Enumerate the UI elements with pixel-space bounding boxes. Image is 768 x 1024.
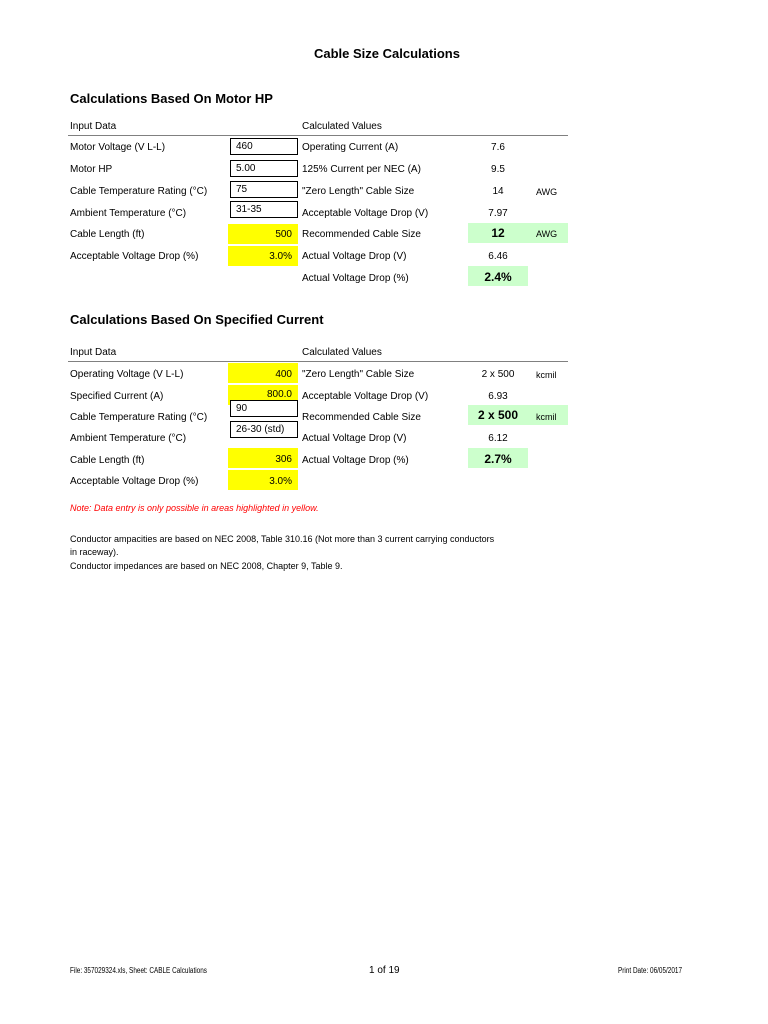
page-title: Cable Size Calculations xyxy=(314,46,460,61)
ambient-temp-input[interactable]: 31-35 xyxy=(230,201,298,218)
actual-vdrop-pct-value: 2.4% xyxy=(484,270,512,284)
input-label-ambient-temp: Ambient Temperature (°C) xyxy=(70,208,187,219)
input-label-motor-hp: Motor HP xyxy=(70,164,113,175)
calc-label-actual-vdrop-v: Actual Voltage Drop (V) xyxy=(302,433,407,444)
cable-temp-rating-input[interactable]: 90 xyxy=(230,400,298,417)
acceptable-vdrop-input[interactable]: 3.0% xyxy=(269,476,292,487)
info-ampacity-line1: Conductor ampacities are based on NEC 2008, Table 310.16 (Not more than 3 current carrying conductors xyxy=(70,534,495,544)
calculated-values-header: Calculated Values xyxy=(302,347,382,358)
section-heading-motor-hp: Calculations Based On Motor HP xyxy=(70,91,273,106)
input-label-acceptable-vdrop: Acceptable Voltage Drop (%) xyxy=(70,476,199,487)
acceptable-vdrop-input[interactable]: 3.0% xyxy=(269,251,292,262)
acceptable-vdrop-v-value: 6.93 xyxy=(488,391,508,402)
input-label-specified-current: Specified Current (A) xyxy=(70,391,164,402)
cable-length-input[interactable]: 500 xyxy=(275,229,292,240)
actual-vdrop-pct-value: 2.7% xyxy=(484,452,512,466)
ambient-temp-input[interactable]: 26-30 (std) xyxy=(230,421,298,438)
footer-file-info: File: 357029324.xls, Sheet: CABLE Calculations xyxy=(70,966,207,975)
actual-vdrop-v-value: 6.46 xyxy=(488,251,508,262)
input-data-header: Input Data xyxy=(70,121,117,132)
calc-label-operating-current: Operating Current (A) xyxy=(302,142,399,153)
input-label-cable-length: Cable Length (ft) xyxy=(70,229,145,240)
input-label-cable-temp-rating: Cable Temperature Rating (°C) xyxy=(70,412,208,423)
input-label-cable-temp-rating: Cable Temperature Rating (°C) xyxy=(70,186,208,197)
operating-voltage-input[interactable]: 400 xyxy=(275,369,292,380)
calc-label-recommended-size: Recommended Cable Size xyxy=(302,229,421,240)
zero-length-size-unit: AWG xyxy=(536,187,558,197)
header-rule xyxy=(68,135,568,136)
input-label-ambient-temp: Ambient Temperature (°C) xyxy=(70,433,187,444)
zero-length-size-unit: kcmil xyxy=(536,370,557,380)
specified-current-input[interactable]: 800.0 xyxy=(266,389,292,400)
current-125-value: 9.5 xyxy=(491,164,505,175)
zero-length-size-value: 14 xyxy=(492,186,504,197)
operating-current-value: 7.6 xyxy=(491,142,505,153)
calc-label-zero-length-size: "Zero Length" Cable Size xyxy=(302,369,415,380)
calculated-values-header: Calculated Values xyxy=(302,121,382,132)
input-label-cable-length: Cable Length (ft) xyxy=(70,455,145,466)
info-impedance-line: Conductor impedances are based on NEC 2008, Chapter 9, Table 9. xyxy=(70,561,343,571)
calc-label-zero-length-size: "Zero Length" Cable Size xyxy=(302,186,415,197)
recommended-size-value: 12 xyxy=(491,226,505,240)
footer-print-date: Print Date: 06/05/2017 xyxy=(618,966,683,975)
calc-label-acceptable-vdrop-v: Acceptable Voltage Drop (V) xyxy=(302,391,429,402)
cable-temp-rating-input[interactable]: 75 xyxy=(230,181,298,198)
acceptable-vdrop-v-value: 7.97 xyxy=(488,208,508,219)
input-label-acceptable-vdrop: Acceptable Voltage Drop (%) xyxy=(70,251,199,262)
cable-length-input[interactable]: 306 xyxy=(275,454,292,465)
header-rule xyxy=(68,361,568,362)
input-label-motor-voltage: Motor Voltage (V L-L) xyxy=(70,142,166,153)
calc-label-actual-vdrop-pct: Actual Voltage Drop (%) xyxy=(302,455,409,466)
actual-vdrop-v-value: 6.12 xyxy=(488,433,508,444)
motor-voltage-input[interactable]: 460 xyxy=(230,138,298,155)
calc-label-actual-vdrop-v: Actual Voltage Drop (V) xyxy=(302,251,407,262)
motor-hp-input[interactable]: 5.00 xyxy=(230,160,298,177)
calc-label-actual-vdrop-pct: Actual Voltage Drop (%) xyxy=(302,273,409,284)
info-ampacity-line2: in raceway). xyxy=(70,547,119,557)
calc-label-125-current: 125% Current per NEC (A) xyxy=(302,164,421,175)
note-text: Note: Data entry is only possible in areas highlighted in yellow. xyxy=(70,503,319,513)
recommended-size-value: 2 x 500 xyxy=(477,408,519,422)
input-label-operating-voltage: Operating Voltage (V L-L) xyxy=(70,369,184,380)
section-heading-specified-current: Calculations Based On Specified Current xyxy=(70,312,324,327)
zero-length-size-value: 2 x 500 xyxy=(481,369,515,380)
input-data-header: Input Data xyxy=(70,347,117,358)
calc-label-recommended-size: Recommended Cable Size xyxy=(302,412,421,423)
footer-page-number: 1 of 19 xyxy=(369,965,400,976)
recommended-size-unit: kcmil xyxy=(536,412,557,422)
calc-label-acceptable-vdrop-v: Acceptable Voltage Drop (V) xyxy=(302,208,429,219)
recommended-size-unit: AWG xyxy=(536,229,558,239)
